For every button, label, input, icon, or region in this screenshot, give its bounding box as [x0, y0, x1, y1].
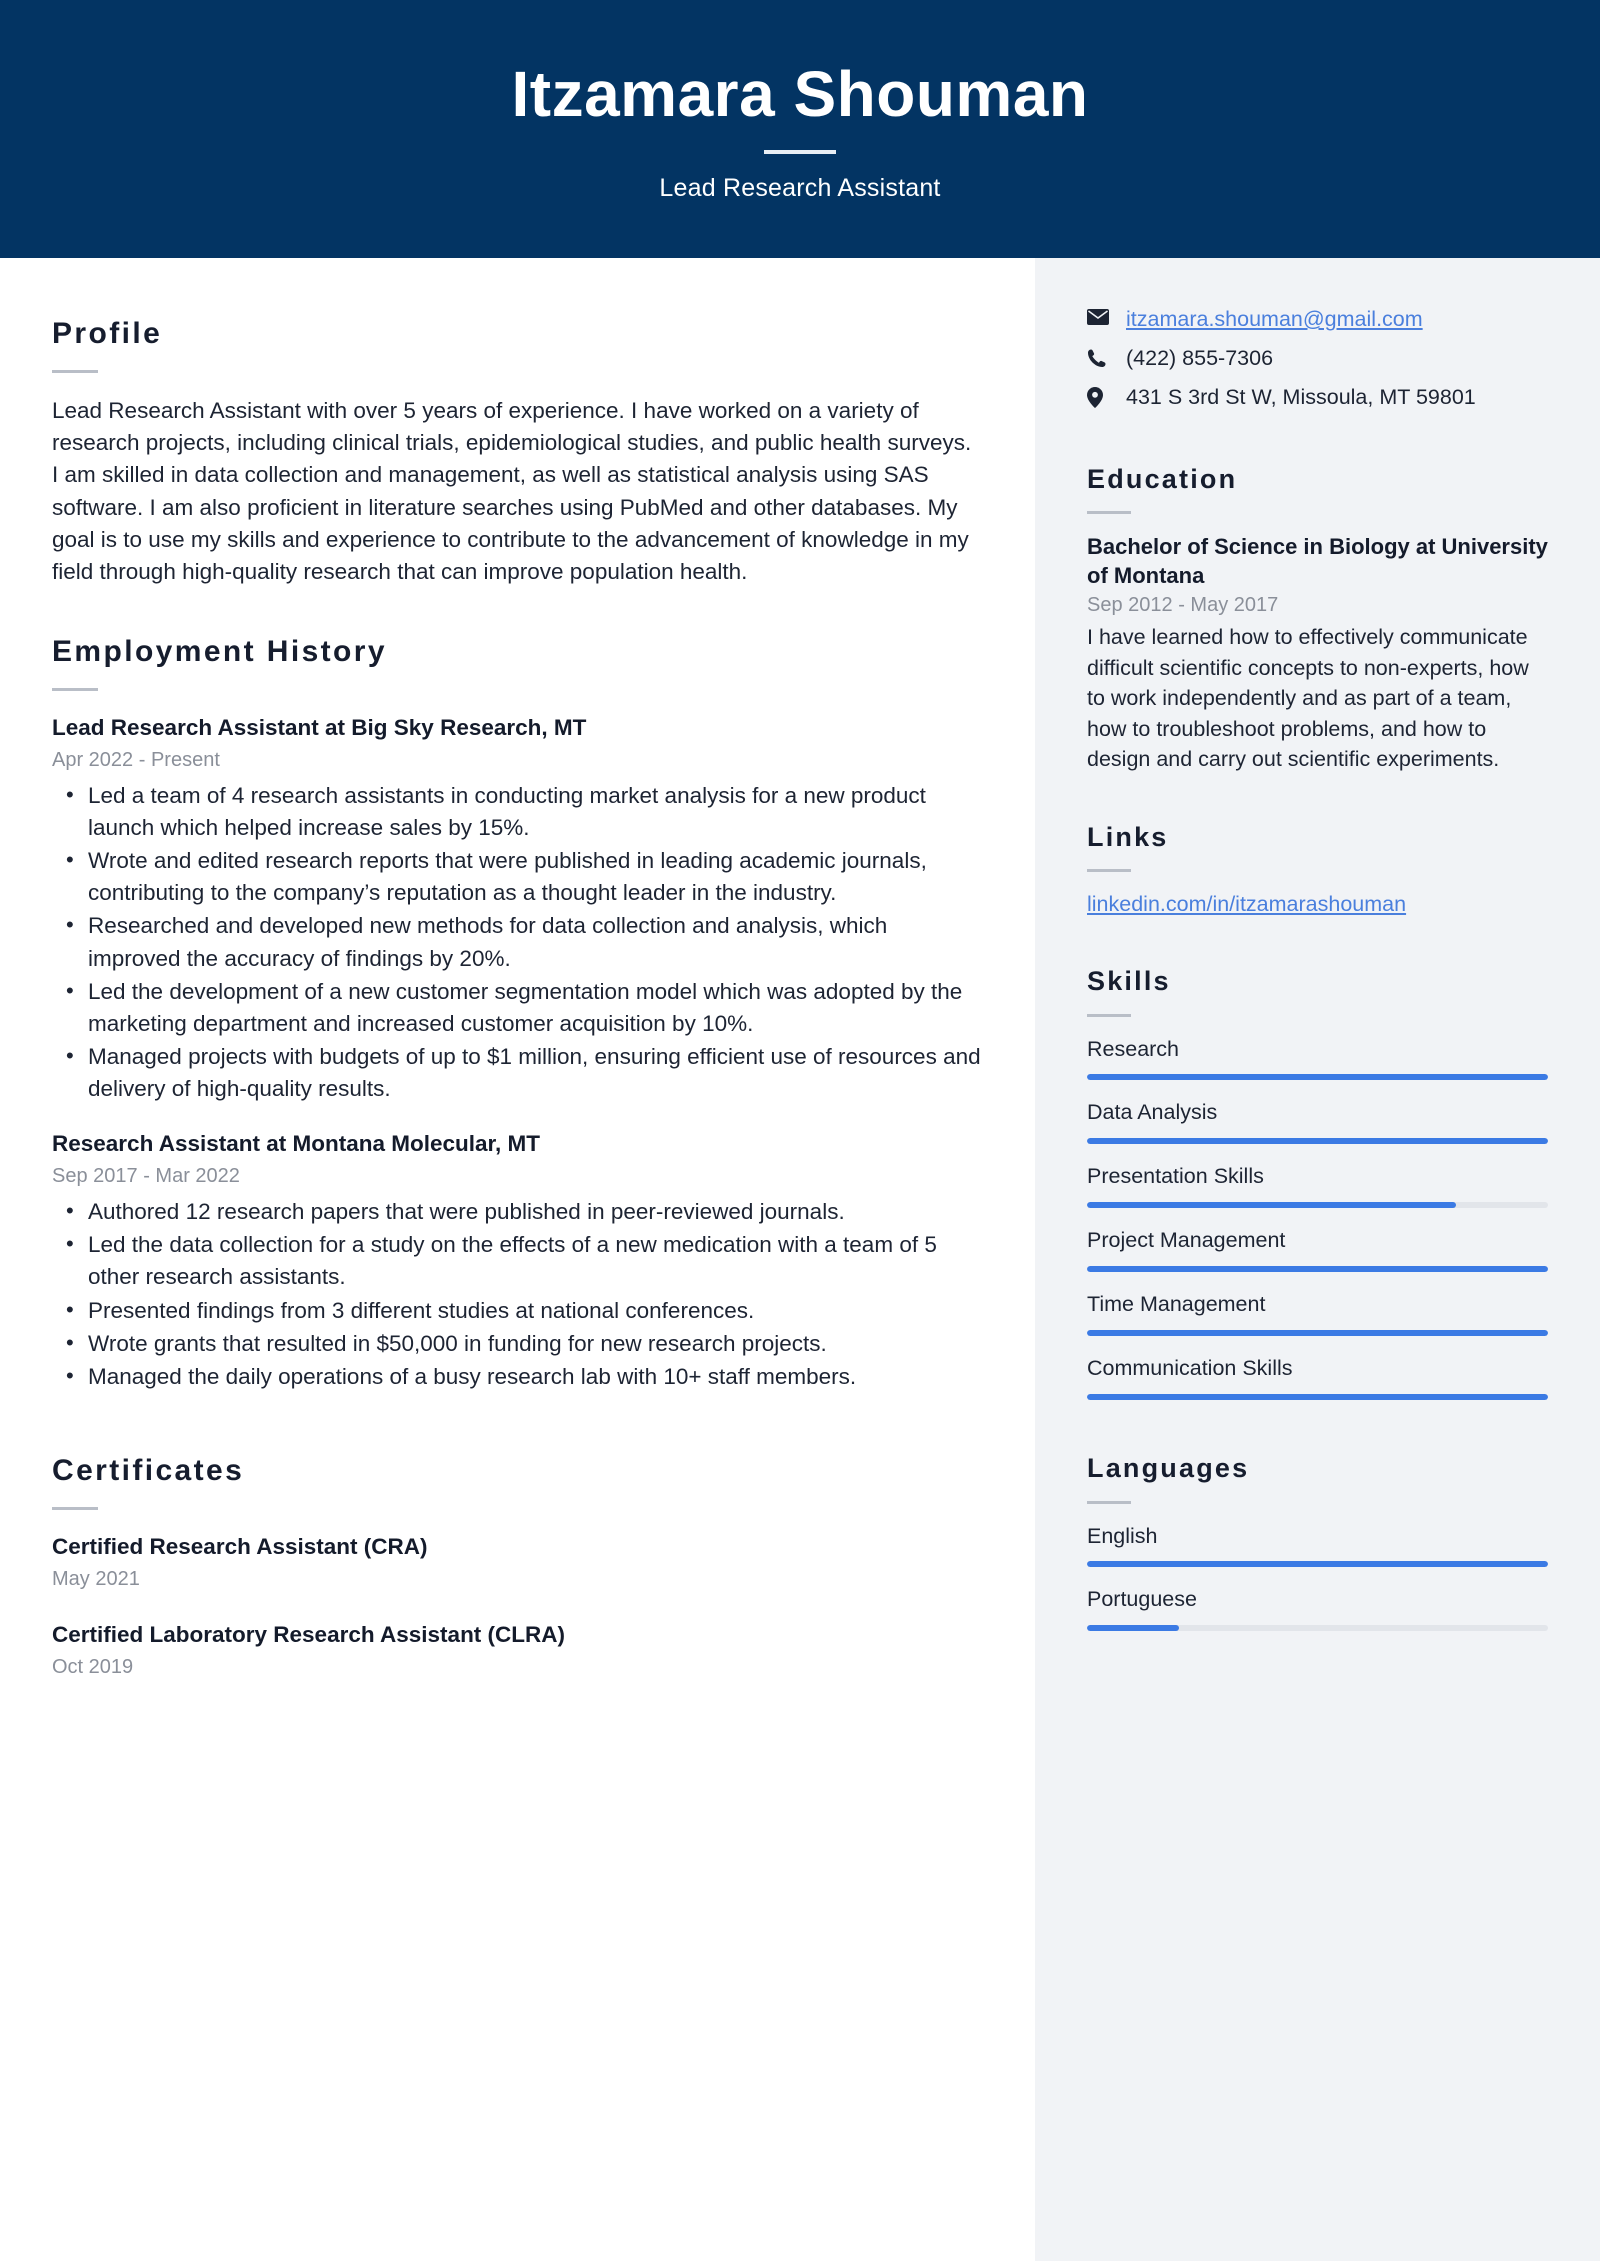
section-certificates [52, 1453, 983, 1679]
employment-heading-rule [52, 688, 98, 691]
employment-entry-bullets [52, 780, 983, 1106]
employment-entry-date: Apr 2022 - Present [52, 748, 220, 771]
links-heading: Links [1087, 821, 1169, 852]
linkedin-link[interactable]: linkedin.com/in/itzamarashouman [1087, 892, 1407, 917]
education-heading: Education [1087, 463, 1238, 494]
skill-label: Communication Skills [1087, 1356, 1293, 1381]
skill-bar-track [1087, 1202, 1548, 1208]
education-degree: Bachelor of Science in Biology at University of Montana [1087, 534, 1548, 588]
certificate-title: Certified Laboratory Research Assistant (CLRA) [52, 1621, 566, 1647]
language-item [1087, 1586, 1548, 1631]
profile-heading-rule [52, 370, 98, 373]
skill-bar-fill [1087, 1330, 1548, 1336]
skill-label: Time Management [1087, 1292, 1266, 1317]
education-heading-rule [1087, 511, 1131, 514]
skills-heading-rule [1087, 1014, 1131, 1017]
certificate-date: May 2021 [52, 1567, 140, 1590]
contact-info [1087, 306, 1548, 411]
certificate-title: Certified Research Assistant (CRA) [52, 1534, 428, 1560]
list-item: • Led the development of a new customer segmentation model which was adopted by the marketing department and increased customer acquisition by 10%. [52, 976, 983, 1040]
list-item: • Managed projects with budgets of up to $1 million, ensuring efficient use of resources and delivery of high-quality results. [52, 1041, 983, 1105]
education-date: Sep 2012 - May 2017 [1087, 594, 1279, 617]
contact-row-email[interactable] [1087, 306, 1548, 333]
location-pin-icon [1087, 384, 1117, 408]
skill-item [1087, 1227, 1548, 1272]
list-item: • Researched and developed new methods for data collection and analysis, which improved the accuracy of findings by 20%. [52, 910, 983, 974]
skill-item [1087, 1036, 1548, 1081]
list-item: • Managed the daily operations of a busy research lab with 10+ staff members. [52, 1361, 983, 1393]
skills-heading: Skills [1087, 966, 1171, 997]
skill-bar-fill [1087, 1202, 1456, 1208]
employment-entry-title: Research Assistant at Montana Molecular, MT [52, 1131, 541, 1157]
skill-bar-fill [1087, 1138, 1548, 1144]
skill-item [1087, 1099, 1548, 1144]
certificate-entry [52, 1620, 983, 1680]
skill-item [1087, 1163, 1548, 1208]
list-item: • Presented findings from 3 different studies at national conferences. [52, 1295, 983, 1327]
skill-bar-track [1087, 1330, 1548, 1336]
section-languages [1087, 1452, 1548, 1631]
list-item: • Led the data collection for a study on the effects of a new medication with a team of 5 other research assistants. [52, 1229, 983, 1293]
skill-label: Research [1087, 1036, 1180, 1061]
skill-item [1087, 1355, 1548, 1400]
employment-entry-date: Sep 2017 - Mar 2022 [52, 1165, 240, 1188]
employment-entry-bullets [52, 1196, 983, 1393]
section-profile [52, 316, 983, 588]
language-bar-fill [1087, 1561, 1548, 1567]
language-item [1087, 1523, 1548, 1568]
employment-entry [52, 713, 983, 1105]
profile-heading: Profile [52, 317, 163, 350]
education-description: I have learned how to effectively communicate difficult scientific concepts to non-experts, how to work independently and as part of a team, how to troubleshoot problems, and how to design and carry out scientific experiments. [1087, 625, 1529, 772]
skill-label: Data Analysis [1087, 1100, 1218, 1125]
profile-text: Lead Research Assistant with over 5 years of experience. I have worked on a variety of research projects, including clinical trials, epidemiological studies, and public health surveys. I am skilled in data collection and management, as well as statistical analysis using SAS software. I am also proficient in literature searches using PubMed and other databases. My goal is to use my skills and experience to contribute to the advancement of knowledge in my field through high-quality research that can improve population health. [52, 398, 972, 584]
certificate-entry [52, 1532, 983, 1592]
certificates-heading-rule [52, 1507, 98, 1510]
section-education [1087, 463, 1548, 775]
skill-bar-track [1087, 1394, 1548, 1400]
resume-body [0, 258, 1600, 2261]
list-item: • Wrote and edited research reports that were published in leading academic journals, contributing to the company’s reputation as a thought leader in the industry. [52, 845, 983, 909]
employment-entry-title: Lead Research Assistant at Big Sky Research, MT [52, 715, 587, 741]
skill-label: Project Management [1087, 1228, 1286, 1253]
skill-bar-track [1087, 1138, 1548, 1144]
employment-heading: Employment History [52, 635, 387, 669]
contact-row-phone [1087, 345, 1548, 372]
phone-number: (422) 855-7306 [1126, 345, 1274, 370]
email-link[interactable]: itzamara.shouman@gmail.com [1126, 307, 1423, 331]
links-heading-rule [1087, 869, 1131, 872]
sidebar [1035, 258, 1600, 2261]
skill-bar-track [1087, 1074, 1548, 1080]
list-item: • Authored 12 research papers that were published in peer-reviewed journals. [52, 1196, 983, 1228]
certificates-heading: Certificates [52, 1454, 245, 1488]
languages-heading-rule [1087, 1501, 1131, 1504]
list-item: • Wrote grants that resulted in $50,000 in funding for new research projects. [52, 1328, 983, 1360]
header-divider [764, 150, 836, 154]
address-text: 431 S 3rd St W, Missoula, MT 59801 [1126, 384, 1476, 409]
envelope-icon [1087, 306, 1117, 325]
list-item: • Led a team of 4 research assistants in conducting market analysis for a new product launch which helped increase sales by 15%. [52, 780, 983, 844]
section-employment-history [52, 634, 983, 1393]
page-title: Itzamara Shouman [511, 57, 1089, 130]
header-job-title: Lead Research Assistant [659, 174, 941, 203]
language-label: English [1087, 1523, 1158, 1548]
section-links [1087, 821, 1548, 919]
language-bar-fill [1087, 1625, 1179, 1631]
language-label: Portuguese [1087, 1587, 1197, 1612]
languages-heading: Languages [1087, 1453, 1250, 1484]
skill-bar-track [1087, 1266, 1548, 1272]
section-skills [1087, 965, 1548, 1400]
language-bar-track [1087, 1561, 1548, 1567]
resume-header [0, 0, 1600, 258]
skill-label: Presentation Skills [1087, 1164, 1264, 1189]
skill-bar-fill [1087, 1266, 1548, 1272]
contact-row-address [1087, 384, 1548, 411]
main-column [0, 258, 1035, 2261]
skill-bar-fill [1087, 1394, 1548, 1400]
phone-icon [1087, 345, 1117, 368]
language-bar-track [1087, 1625, 1548, 1631]
skill-item [1087, 1291, 1548, 1336]
employment-entry [52, 1129, 983, 1393]
skill-bar-fill [1087, 1074, 1548, 1080]
certificate-date: Oct 2019 [52, 1655, 134, 1678]
